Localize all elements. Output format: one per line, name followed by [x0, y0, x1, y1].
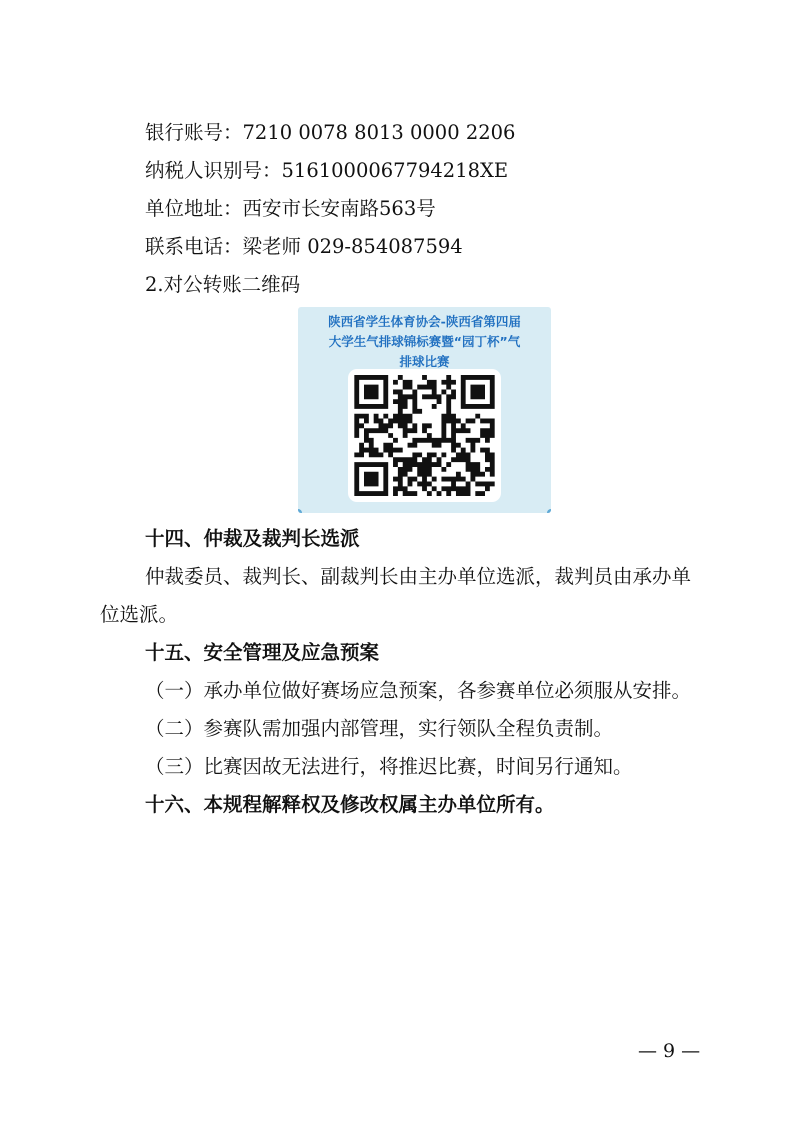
- bank-account-line: [145, 118, 515, 148]
- qr-modules: [354, 375, 494, 496]
- section15-item-1: （一）承办单位做好赛场应急预案，各参赛单位必须服从安排。: [145, 679, 692, 702]
- tax-id-label: 纳税人识别号：: [145, 159, 282, 182]
- section14-body: 仲裁委员、裁判长、副裁判长由主办单位选派，裁判员由承办单位选派。: [100, 565, 692, 626]
- card-corner-dot-left: [298, 509, 302, 513]
- tax-id-line: [145, 156, 508, 186]
- address-label: 单位地址：: [145, 197, 243, 220]
- bank-account-value: 7210 0078 8013 0000 2206: [242, 121, 516, 144]
- tax-id-value: 5161000067794218XE: [281, 159, 509, 182]
- card-corner-dot-right: [547, 509, 551, 513]
- qr-section-heading: 2.对公转账二维码: [145, 273, 301, 296]
- phone-label: 联系电话：: [145, 235, 243, 258]
- section15-item-3: （三）比赛因故无法进行，将推迟比赛，时间另行通知。: [145, 755, 633, 778]
- section14-heading: 十四、仲裁及裁判长选派: [145, 527, 360, 550]
- qr-card-title-line3: 排球比赛: [399, 354, 450, 369]
- qr-card-title-line1: 陕西省学生体育协会-陕西省第四届: [328, 314, 521, 329]
- phone-value: 梁老师 029-854087594: [242, 235, 463, 258]
- qr-code-frame: [348, 369, 501, 502]
- qr-code-icon: [354, 375, 495, 496]
- phone-line: [145, 232, 463, 262]
- qr-card-title-line2: 大学生气排球锦标赛暨“园丁杯”气: [328, 334, 521, 349]
- bank-account-label: 银行账号：: [145, 121, 243, 144]
- section16-heading: 十六、本规程解释权及修改权属主办单位所有。: [145, 793, 555, 816]
- address-line: [145, 194, 436, 224]
- page-number: — 9 —: [638, 1040, 701, 1062]
- section15-item-2: （二）参赛队需加强内部管理，实行领队全程负责制。: [145, 717, 614, 740]
- section15-heading: 十五、安全管理及应急预案: [145, 641, 380, 664]
- address-value: 西安市长安南路563号: [242, 197, 436, 220]
- qr-card-title: [298, 312, 551, 372]
- qr-code-card: [298, 307, 551, 513]
